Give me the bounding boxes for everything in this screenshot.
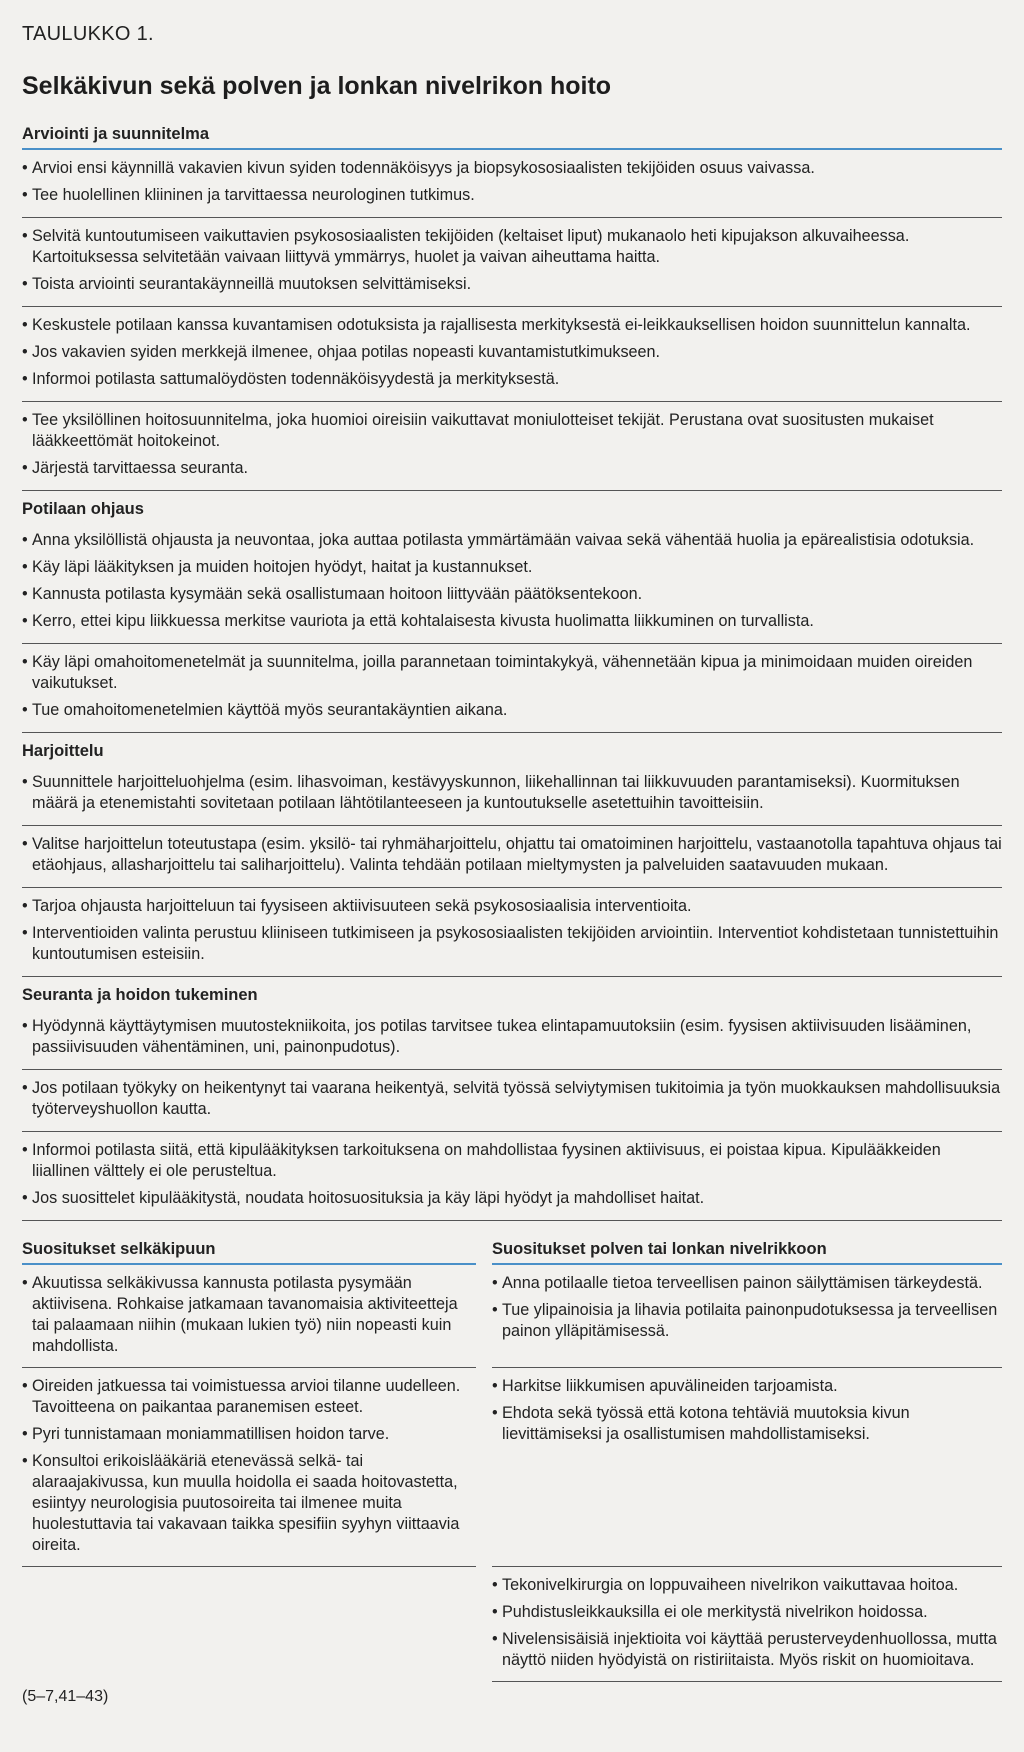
- table-label: TAULUKKO 1.: [22, 23, 154, 45]
- section-heading: Potilaan ohjaus: [22, 500, 144, 518]
- list-item: • Käy läpi omahoitomenetelmät ja suunnitelma, joilla parannetaan toimintakykyä, vähennetään kipua ja minimoidaan muiden oireiden vaikutukset.: [22, 652, 1002, 694]
- section-heading: Arviointi ja suunnitelma: [22, 116, 1002, 150]
- list-item: • Jos suosittelet kipulääkitystä, noudata hoitosuosituksia ja käy läpi hyödyt ja mahdolliset haitat.: [22, 1188, 1002, 1209]
- list-item: • Pyri tunnistamaan moniammatillisen hoidon tarve.: [22, 1424, 476, 1445]
- list-item: • Interventioiden valinta perustuu kliiniseen tutkimiseen ja psykososiaalisten tekijöiden arviointiin. Interventiot kohdistetaan tunnistettuihin kuntoutumisen esteisiin.: [22, 923, 1002, 965]
- item-group: [492, 1265, 1002, 1368]
- item-group: [22, 1368, 476, 1567]
- list-item: • Hyödynnä käyttäytymisen muutostekniikoita, jos potilas tarvitsee tukea elintapamuutoksiin (esim. fyysisen aktiivisuuden lisääminen, passiivisuuden vähentäminen, uni, painonpudotus).: [22, 1016, 1002, 1058]
- list-item: • Tee huolellinen kliininen ja tarvittaessa neurologinen tutkimus.: [22, 185, 1002, 206]
- list-item: • Informoi potilasta sattumalöydösten todennäköisyydestä ja merkityksestä.: [22, 369, 1002, 390]
- item-group: [22, 888, 1002, 977]
- list-item: • Tue omahoitomenetelmien käyttöä myös seurantakäyntien aikana.: [22, 700, 1002, 721]
- list-item: • Jos potilaan työkyky on heikentynyt tai vaarana heikentyä, selvitä työssä selviytymisen tukitoimia ja työn muokkauksen mahdollisuuksia työterveyshuollon kautta.: [22, 1078, 1002, 1120]
- left-column-cell: [22, 1368, 492, 1567]
- columns-container: [22, 1239, 1002, 1265]
- item-group: [22, 150, 1002, 218]
- item-group: [22, 1008, 1002, 1070]
- item-group: [492, 1567, 1002, 1682]
- list-item: • Arvioi ensi käynnillä vakavien kivun syiden todennäköisyys ja biopsykososiaalisten tekijöiden osuus vaivassa.: [22, 158, 1002, 179]
- reference-note: (5–7,41–43): [22, 1688, 109, 1705]
- list-item: • Jos vakavien syiden merkkejä ilmenee, ohjaa potilas nopeasti kuvantamistutkimukseen.: [22, 342, 1002, 363]
- item-group: [22, 402, 1002, 491]
- list-item: • Käy läpi lääkityksen ja muiden hoitojen hyödyt, haitat ja kustannukset.: [22, 557, 1002, 578]
- left-column: [22, 1239, 492, 1265]
- item-group: [22, 1070, 1002, 1132]
- item-group: [22, 1567, 476, 1682]
- right-column-cell: [492, 1368, 1002, 1567]
- item-group: [492, 1368, 1002, 1567]
- list-item: • Keskustele potilaan kanssa kuvantamisen odotuksista ja rajallisesta merkityksestä ei-leikkauksellisen hoidon suunnittelun kannalta.: [22, 315, 1002, 336]
- list-item: • Ehdota sekä työssä että kotona tehtäviä muutoksia kivun lievittämiseksi ja osallistumisen mahdollistamiseksi.: [492, 1403, 1002, 1445]
- item-group: [22, 764, 1002, 826]
- right-column-heading: Suositukset polven tai lonkan nivelrikkoon: [492, 1239, 1002, 1265]
- list-item: • Toista arviointi seurantakäynneillä muutoksen selvittämiseksi.: [22, 274, 1002, 295]
- list-item: • Puhdistusleikkauksilla ei ole merkitystä nivelrikon hoidossa.: [492, 1602, 1002, 1623]
- item-group: [22, 826, 1002, 888]
- list-item: • Selvitä kuntoutumiseen vaikuttavien psykososiaalisten tekijöiden (keltaiset liput) mukanaolo heti kipujakson alkuvaiheessa. Kartoituksessa selvitetään vaivaan liittyvä ymmärrys, huolet ja vaivan aiheuttama haitta.: [22, 226, 1002, 268]
- column-row: [22, 1567, 1002, 1682]
- item-group: [22, 307, 1002, 402]
- item-group: [22, 1265, 476, 1368]
- list-item: • Tue ylipainoisia ja lihavia potilaita painonpudotuksessa ja terveellisen painon ylläpitämisessä.: [492, 1300, 1002, 1342]
- list-item: • Harkitse liikkumisen apuvälineiden tarjoamista.: [492, 1376, 1002, 1397]
- item-group: [22, 522, 1002, 644]
- list-item: • Suunnittele harjoitteluohjelma (esim. lihasvoiman, kestävyyskunnon, liikehallinnan tai liikkuvuuden parantamiseksi). Kuormituksen määrä ja etenemistahti sovitetaan potilaan lähtötilanteeseen ja kuntoutukselle asetettuihin tavoitteisiin.: [22, 772, 1002, 814]
- section-heading: Harjoittelu: [22, 742, 104, 760]
- sections-container: [22, 116, 1002, 1221]
- list-item: • Anna yksilöllistä ohjausta ja neuvontaa, joka auttaa potilasta ymmärtämään vaivaa sekä vähentää huolia ja epärealistisia odotuksia.: [22, 530, 1002, 551]
- list-item: • Kannusta potilasta kysymään sekä osallistumaan hoitoon liittyvään päätöksentekoon.: [22, 584, 1002, 605]
- left-column-cell: [22, 1567, 492, 1682]
- item-group: [22, 218, 1002, 307]
- right-column-cell: [492, 1567, 1002, 1682]
- list-item: • Akuutissa selkäkivussa kannusta potilasta pysymään aktiivisena. Rohkaise jatkamaan tavanomaisia aktiviteetteja tai palaamaan niihin (mukaan lukien työ) niin nopeasti kuin mahdollista.: [22, 1273, 476, 1357]
- list-item: • Anna potilaalle tietoa terveellisen painon säilyttämisen tärkeydestä.: [492, 1273, 1002, 1294]
- right-column-cell: [492, 1265, 1002, 1368]
- list-item: • Tee yksilöllinen hoitosuunnitelma, joka huomioi oireisiin vaikuttavat moniulotteiset tekijät. Perustana ovat suositusten mukaiset lääkkeettömät hoitokeinot.: [22, 410, 1002, 452]
- right-column: [492, 1239, 1002, 1265]
- list-item: • Tarjoa ohjausta harjoitteluun tai fyysiseen aktiivisuuteen sekä psykososiaalisia interventioita.: [22, 896, 1002, 917]
- left-column-heading: Suositukset selkäkipuun: [22, 1239, 476, 1265]
- list-item: • Tekonivelkirurgia on loppuvaiheen nivelrikon vaikuttavaa hoitoa.: [492, 1575, 1002, 1596]
- list-item: • Järjestä tarvittaessa seuranta.: [22, 458, 1002, 479]
- column-rows: [22, 1265, 1002, 1682]
- list-item: • Oireiden jatkuessa tai voimistuessa arvioi tilanne uudelleen. Tavoitteena on paikantaa paranemisen esteet.: [22, 1376, 476, 1418]
- list-item: • Kerro, ettei kipu liikkuessa merkitse vauriota ja että kohtalaisesta kivusta huolimatta liikkuminen on turvallista.: [22, 611, 1002, 632]
- item-group: [22, 1132, 1002, 1221]
- column-row: [22, 1265, 1002, 1368]
- table-document: [22, 0, 1002, 1706]
- left-column-cell: [22, 1265, 492, 1368]
- table-title: Selkäkivun sekä polven ja lonkan nivelrikon hoito: [22, 72, 612, 100]
- column-row: [22, 1368, 1002, 1567]
- item-group: [22, 644, 1002, 733]
- list-item: • Valitse harjoittelun toteutustapa (esim. yksilö- tai ryhmäharjoittelu, ohjattu tai omatoiminen harjoittelu, vastaanotolla tapahtuva ohjaus tai etäohjaus, allasharjoittelu tai saliharjoittelu). Valinta tehdään potilaan mieltymysten ja palveluiden saatavuuden mukaan.: [22, 834, 1002, 876]
- list-item: • Konsultoi erikoislääkäriä etenevässä selkä- tai alaraajakivussa, kun muulla hoidolla ei saada hoitovastetta, esiintyy neurologisia puutosoireita tai ilmenee muita huolestuttavia tai vakavaan taikka spesifiin syyhyn viittaavia oireita.: [22, 1451, 476, 1556]
- section-heading: Seuranta ja hoidon tukeminen: [22, 986, 258, 1004]
- list-item: • Nivelensisäisiä injektioita voi käyttää perusterveydenhuollossa, mutta näyttö niiden hyödyistä on ristiriitaista. Myös riskit on huomioitava.: [492, 1629, 1002, 1671]
- list-item: • Informoi potilasta siitä, että kipulääkityksen tarkoituksena on mahdollistaa fyysinen aktiivisuus, ei poistaa kipua. Kipulääkkeiden liiallinen välttely ei ole perusteltua.: [22, 1140, 1002, 1182]
